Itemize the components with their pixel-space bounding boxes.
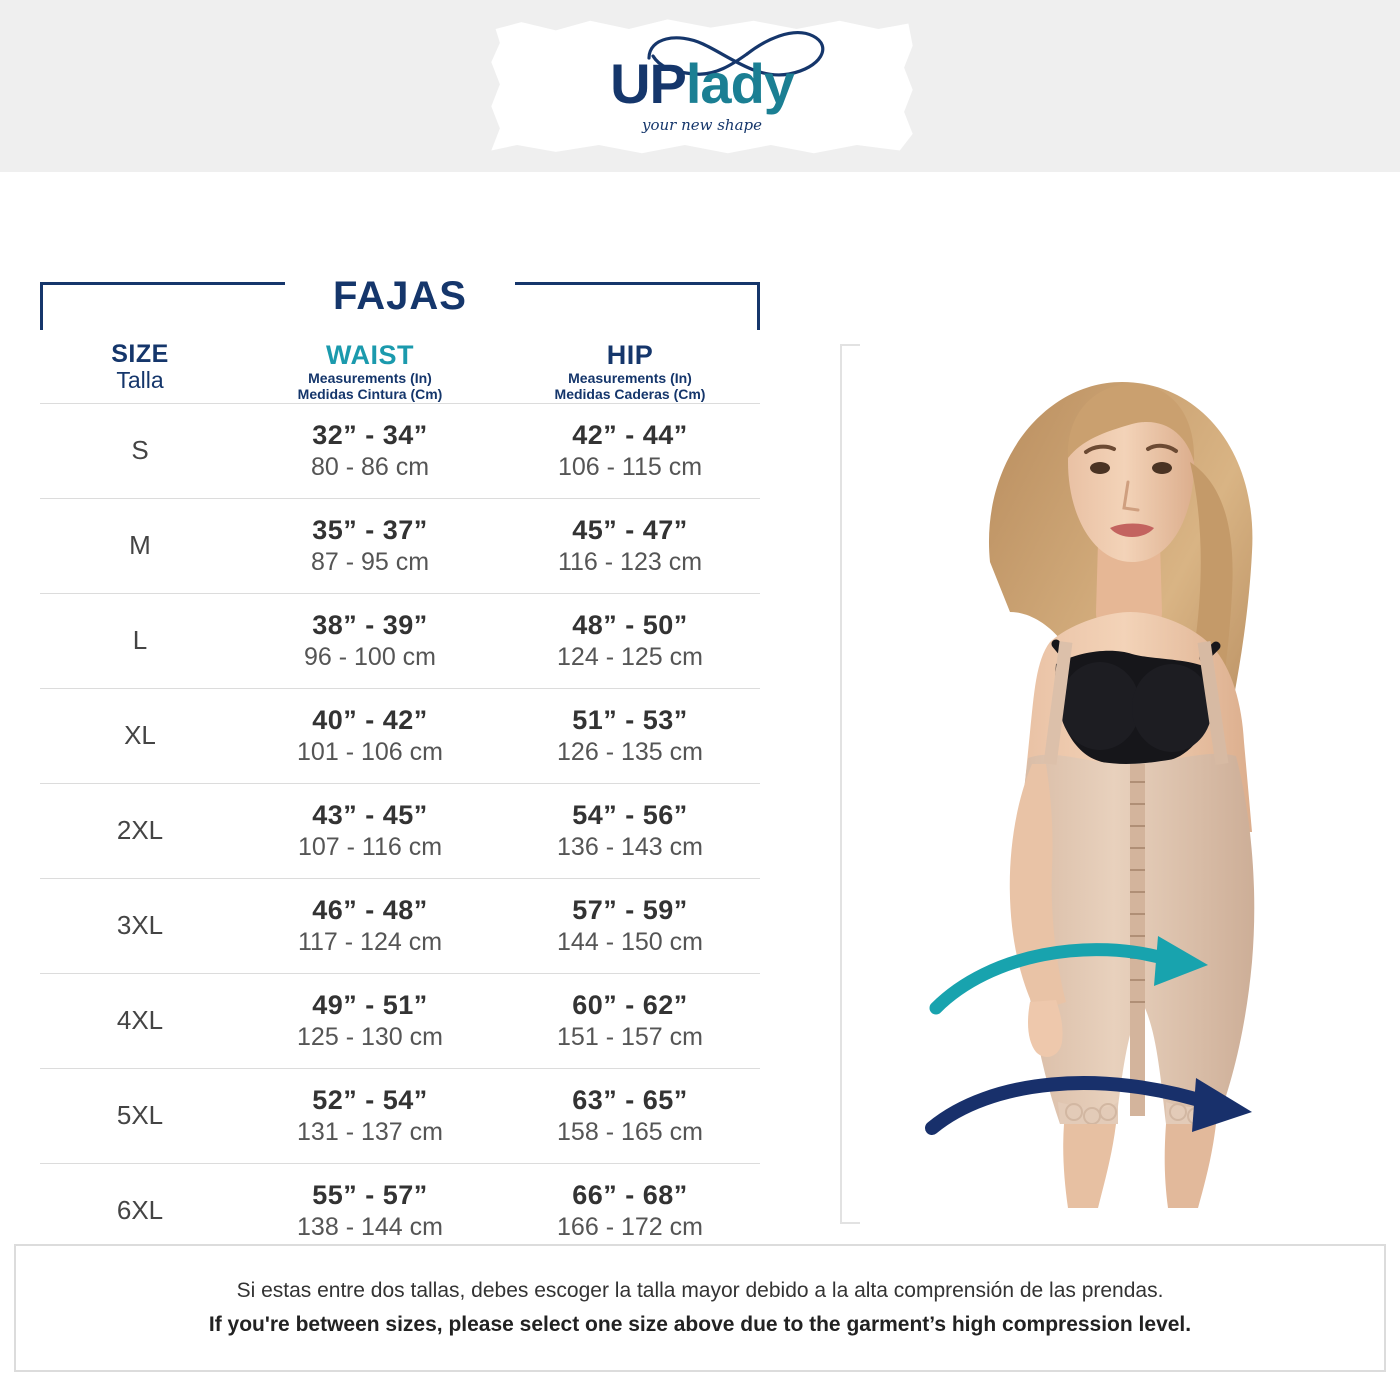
- brand-logo: [487, 18, 917, 156]
- waist-inches: 43” - 45”: [312, 800, 428, 831]
- header-size-line1: SIZE: [111, 340, 169, 368]
- waist-inches: 32” - 34”: [312, 420, 428, 451]
- waist-cm: 101 - 106 cm: [297, 737, 443, 766]
- note-english: If you're between sizes, please select one size above due to the garment’s high compression level.: [208, 1313, 1192, 1336]
- cell-waist: [240, 973, 500, 1068]
- hip-inches: 66” - 68”: [572, 1180, 688, 1211]
- cell-hip: [500, 403, 760, 498]
- cell-waist: [240, 878, 500, 973]
- hip-inches: 57” - 59”: [572, 895, 688, 926]
- table-row: [40, 1068, 760, 1163]
- cell-waist: [240, 688, 500, 783]
- table-row: [40, 688, 760, 783]
- waist-inches: 55” - 57”: [312, 1180, 428, 1211]
- cell-size: 2XL: [116, 815, 164, 846]
- cell-waist: [240, 593, 500, 688]
- hip-inches: 48” - 50”: [572, 610, 688, 641]
- cell-size: XL: [124, 720, 156, 751]
- hip-cm: 124 - 125 cm: [557, 642, 703, 671]
- chart-title: FAJAS: [333, 274, 467, 318]
- cell-size: M: [129, 530, 151, 561]
- hip-inches: 63” - 65”: [572, 1085, 688, 1116]
- waist-cm: 107 - 116 cm: [297, 832, 443, 861]
- hip-inches: 54” - 56”: [572, 800, 688, 831]
- waist-cm: 117 - 124 cm: [297, 927, 443, 956]
- waist-inches: 40” - 42”: [312, 705, 428, 736]
- cell-hip: [500, 973, 760, 1068]
- cell-waist: [240, 1068, 500, 1163]
- cell-hip: [500, 593, 760, 688]
- table-body: [40, 403, 760, 1258]
- waist-cm: 87 - 95 cm: [310, 547, 430, 576]
- header-row: [40, 340, 760, 403]
- cell-hip: [500, 498, 760, 593]
- table-row: [40, 973, 760, 1068]
- waist-cm: 138 - 144 cm: [297, 1212, 443, 1241]
- header-waist-line2: Measurements (In): [308, 369, 432, 386]
- cell-hip: [500, 1068, 760, 1163]
- hip-cm: 126 - 135 cm: [557, 737, 703, 766]
- waist-inches: 49” - 51”: [312, 990, 428, 1021]
- waist-cm: 80 - 86 cm: [310, 452, 430, 481]
- header-hip: [500, 340, 760, 403]
- hip-cm: 144 - 150 cm: [557, 927, 703, 956]
- hip-inches: 60” - 62”: [572, 990, 688, 1021]
- logo-wordmark: [487, 52, 917, 115]
- logo-lady: lady: [685, 52, 794, 115]
- hip-cm: 136 - 143 cm: [557, 832, 703, 861]
- hip-inches: 42” - 44”: [572, 420, 688, 451]
- header-waist: [240, 340, 500, 403]
- hip-cm: 151 - 157 cm: [557, 1022, 703, 1051]
- cell-size: 5XL: [116, 1100, 164, 1131]
- model-illustration: [860, 312, 1380, 1242]
- cell-hip: [500, 783, 760, 878]
- table-row: [40, 593, 760, 688]
- hip-cm: 116 - 123 cm: [557, 547, 703, 576]
- header-hip-line1: HIP: [606, 340, 654, 370]
- waist-inches: 38” - 39”: [312, 610, 428, 641]
- header-hip-line3: Medidas Caderas (Cm): [554, 385, 706, 402]
- cell-waist: [240, 498, 500, 593]
- header-waist-line1: WAIST: [326, 340, 414, 370]
- header-size: [40, 340, 240, 403]
- logo-tagline: your new shape: [641, 116, 763, 134]
- hook-closure-strip: [1130, 764, 1145, 1116]
- hip-inches: 45” - 47”: [572, 515, 688, 546]
- table-row: [40, 783, 760, 878]
- cell-size: 4XL: [116, 1005, 164, 1036]
- cell-hip: [500, 688, 760, 783]
- cell-size: S: [131, 435, 149, 466]
- model-photo: [860, 312, 1380, 1242]
- cell-waist: [240, 403, 500, 498]
- cell-size: 3XL: [116, 910, 164, 941]
- cell-hip: [500, 878, 760, 973]
- size-chart-block: [40, 274, 760, 1258]
- header-waist-line3: Medidas Cintura (Cm): [297, 385, 443, 402]
- table-row: [40, 878, 760, 973]
- header-size-line2: Talla: [116, 367, 164, 393]
- table-head: [40, 340, 760, 403]
- note-spanish: Si estas entre dos tallas, debes escoger la talla mayor debido a la alta comprensión de las prendas.: [236, 1279, 1164, 1302]
- hip-cm: 158 - 165 cm: [557, 1117, 703, 1146]
- waist-cm: 125 - 130 cm: [297, 1022, 443, 1051]
- table-row: [40, 403, 760, 498]
- hip-cm: 106 - 115 cm: [557, 452, 703, 481]
- page-header: [0, 0, 1400, 172]
- waist-cm: 131 - 137 cm: [297, 1117, 443, 1146]
- chart-title-row: [40, 274, 760, 340]
- waist-inches: 46” - 48”: [312, 895, 428, 926]
- cell-size: 6XL: [116, 1195, 164, 1226]
- hip-inches: 51” - 53”: [572, 705, 688, 736]
- waist-inches: 52” - 54”: [312, 1085, 428, 1116]
- hip-cm: 166 - 172 cm: [557, 1212, 703, 1241]
- waist-cm: 96 - 100 cm: [303, 642, 436, 671]
- waist-inches: 35” - 37”: [312, 515, 428, 546]
- logo-up: UP: [610, 52, 686, 115]
- cell-waist: [240, 783, 500, 878]
- sizing-note: [14, 1244, 1386, 1372]
- main-content: [0, 172, 1400, 1241]
- cell-size: L: [132, 625, 148, 656]
- size-table: [40, 340, 760, 1258]
- table-row: [40, 498, 760, 593]
- header-hip-line2: Measurements (In): [568, 369, 692, 386]
